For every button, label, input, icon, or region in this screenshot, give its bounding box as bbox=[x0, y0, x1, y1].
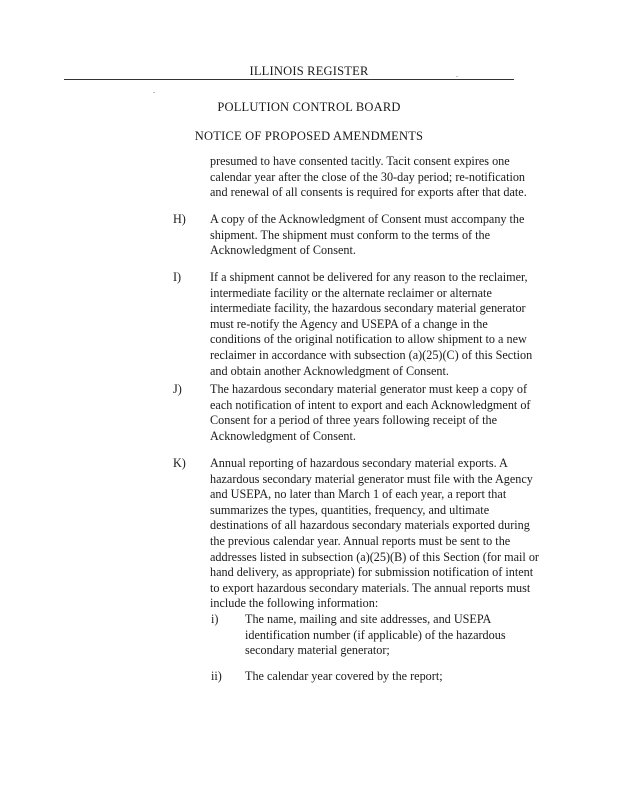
subitem-text-ii: The calendar year covered by the report; bbox=[245, 669, 443, 683]
item-text-k: Annual reporting of hazardous secondary material exports. A hazardous secondary material generator must file with the Agency and USEPA, no later than March 1 of each year, a report that summarizes the types, quantities, frequency, and ultimate destinations of all hazardous secondary materials exported during the previous calendar year. Annual reports must be sent to the addresses listed in subsection (a)(25)(B) of this Section (for mail or hand delivery, as appropriate) for submission notification of intent to export hazardous secondary materials. The annual reports must include the following information: bbox=[210, 456, 539, 611]
item-label-h: H) bbox=[173, 212, 186, 226]
item-label-j: J) bbox=[173, 382, 182, 396]
item-label-k: K) bbox=[173, 456, 186, 470]
item-text-j: The hazardous secondary material generator must keep a copy of each notification of intent to export and each Acknowledgment of Consent for a period of three years following receipt of the Acknowledgment of Consent. bbox=[210, 382, 531, 443]
board-name: POLLUTION CONTROL BOARD bbox=[217, 100, 401, 114]
continuation-paragraph: presumed to have consented tacitly. Tacit consent expires one calendar year after the close of the 30-day period; re-notification and renewal of all consents is required for exports after that date. bbox=[210, 154, 527, 200]
header-rule bbox=[64, 79, 514, 80]
scan-speck: . bbox=[456, 70, 458, 79]
subitem-text-i: The name, mailing and site addresses, and USEPA identification number (if applicable) of the hazardous secondary material generator; bbox=[245, 612, 506, 658]
item-text-h: A copy of the Acknowledgment of Consent must accompany the shipment. The shipment must conform to the terms of the Acknowledgment of Consent. bbox=[210, 212, 525, 258]
item-label-i: I) bbox=[173, 270, 182, 284]
notice-heading: NOTICE OF PROPOSED AMENDMENTS bbox=[194, 129, 424, 143]
subitem-label-ii: ii) bbox=[211, 669, 222, 683]
subitem-label-i: i) bbox=[211, 612, 219, 626]
item-text-i: If a shipment cannot be delivered for any reason to the reclaimer, intermediate facility or the alternate reclaimer or alternate intermediate facility, the hazardous secondary material generator must re-notify the Agency and USEPA of a change in the conditions of the original notification to allow shipment to a new reclaimer in accordance with subsection (a)(25)(C) of this Section and obtain another Acknowledgment of Consent. bbox=[210, 270, 533, 378]
register-title: ILLINOIS REGISTER bbox=[249, 64, 369, 78]
scan-speck: . bbox=[153, 86, 155, 95]
